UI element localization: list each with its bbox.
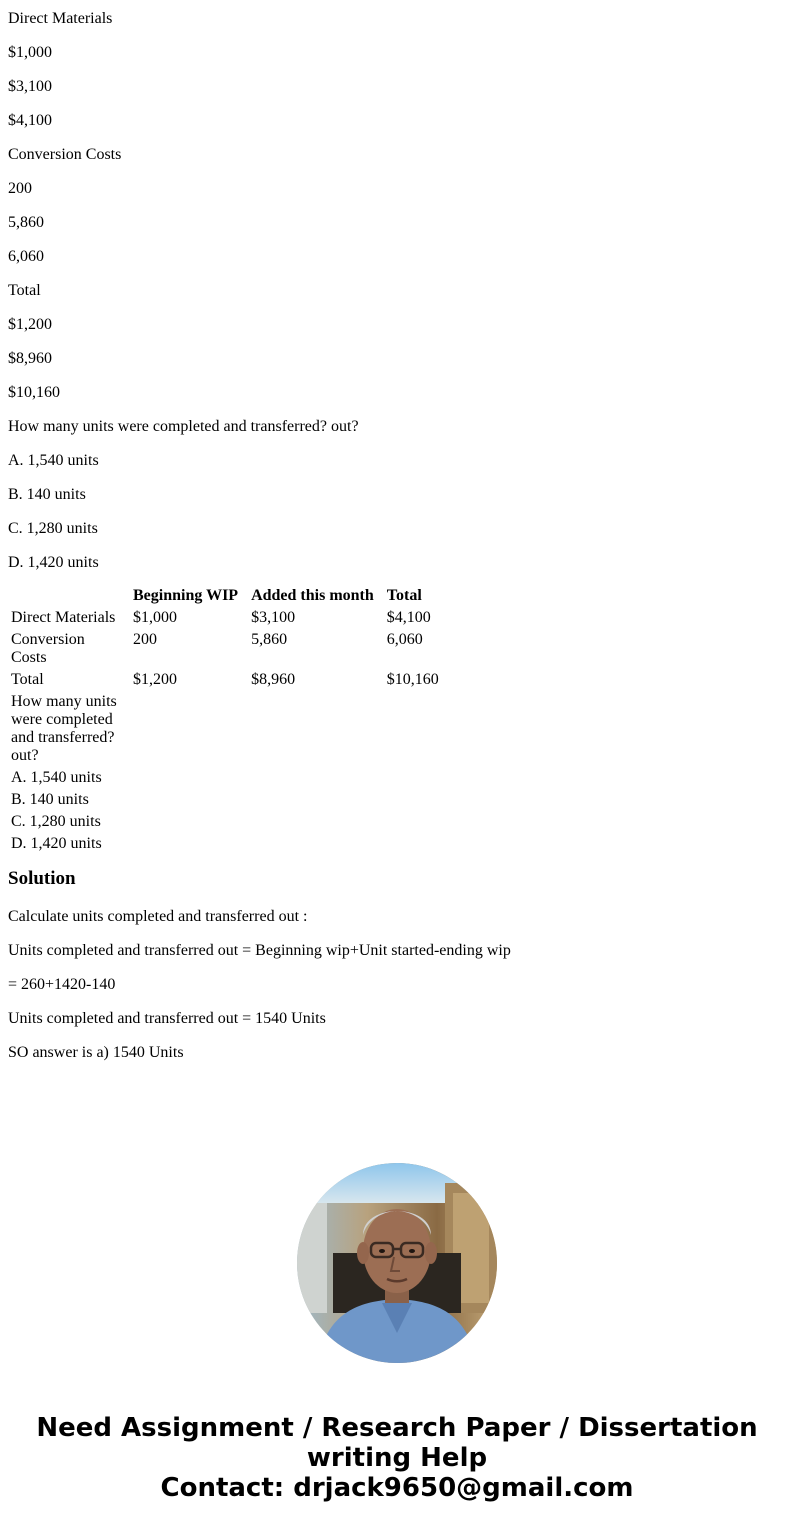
table-choice-row <box>10 768 440 788</box>
table-cell: 6,060 <box>386 631 423 648</box>
table-header-row <box>10 586 440 606</box>
flat-item-dm-added: $3,100 <box>8 78 52 95</box>
table-header-beginning-wip: Beginning WIP <box>133 587 239 604</box>
flat-item-conversion-costs: Conversion Costs <box>8 146 122 163</box>
table-row <box>10 670 440 690</box>
table-cell: 5,860 <box>251 631 288 648</box>
flat-choice-c: C. 1,280 units <box>8 520 98 537</box>
table-cell: $3,100 <box>251 609 296 626</box>
footer-contact: Contact: drjack9650@gmail.com <box>160 1473 634 1503</box>
flat-item-total: Total <box>8 282 41 299</box>
table-cell: $1,000 <box>133 609 177 626</box>
flat-item-dm-beginning: $1,000 <box>8 44 52 61</box>
flat-item-cc-beginning: 200 <box>8 180 32 197</box>
flat-item-total-beginning: $1,200 <box>8 316 52 333</box>
table-choice-c: C. 1,280 units <box>11 813 101 830</box>
table-cell: 200 <box>133 631 157 648</box>
avatar-photo <box>297 1163 497 1363</box>
page <box>0 10 794 1533</box>
flat-item-dm-total: $4,100 <box>8 112 52 129</box>
table-cell: $1,200 <box>133 671 177 688</box>
flat-item-total-total: $10,160 <box>8 384 60 401</box>
table-choice-row <box>10 790 440 810</box>
table-choice-a: A. 1,540 units <box>11 769 102 786</box>
table-choice-b: B. 140 units <box>11 791 89 808</box>
table-cell: Direct Materials <box>11 609 116 626</box>
flat-item-direct-materials: Direct Materials <box>8 10 113 27</box>
table-row <box>10 630 440 668</box>
flat-item-cc-added: 5,860 <box>8 214 44 231</box>
author-avatar <box>297 1163 497 1363</box>
flat-question: How many units were completed and transferred? out? <box>8 418 359 435</box>
table-header-total: Total <box>386 587 422 604</box>
document-body <box>0 10 794 1062</box>
table-cell: Conversion Costs <box>11 631 85 666</box>
table-cell: Total <box>11 671 44 688</box>
solution-line: = 260+1420-140 <box>8 976 116 993</box>
table-cell: $10,160 <box>386 671 439 688</box>
table-question-row <box>10 692 440 766</box>
flat-choice-a: A. 1,540 units <box>8 452 99 469</box>
table-choice-row <box>10 834 440 853</box>
table-header-empty <box>10 586 130 606</box>
table-question: How many units were completed and transferred? out? <box>11 693 117 764</box>
person-portrait-icon <box>297 1163 497 1363</box>
cost-table <box>8 584 442 855</box>
table-row <box>10 608 440 628</box>
solution-heading: Solution <box>8 868 76 889</box>
solution-line: Units completed and transferred out = Beginning wip+Unit started-ending wip <box>8 942 511 959</box>
table-choice-d: D. 1,420 units <box>11 835 102 852</box>
footer-banner <box>0 1413 794 1503</box>
flat-item-cc-total: 6,060 <box>8 248 44 265</box>
table-cell: $4,100 <box>386 609 431 626</box>
table-cell: $8,960 <box>251 671 296 688</box>
flat-item-total-added: $8,960 <box>8 350 52 367</box>
flat-choice-b: B. 140 units <box>8 486 86 503</box>
solution-line: SO answer is a) 1540 Units <box>8 1044 184 1061</box>
solution-line: Calculate units completed and transferred out : <box>8 908 308 925</box>
table-choice-row <box>10 812 440 832</box>
flat-choice-d: D. 1,420 units <box>8 554 99 571</box>
footer-help-text: Need Assignment / Research Paper / Dissertation writing Help <box>36 1413 758 1473</box>
table-header-added-this-month: Added this month <box>251 587 374 604</box>
solution-line: Units completed and transferred out = 1540 Units <box>8 1010 326 1027</box>
